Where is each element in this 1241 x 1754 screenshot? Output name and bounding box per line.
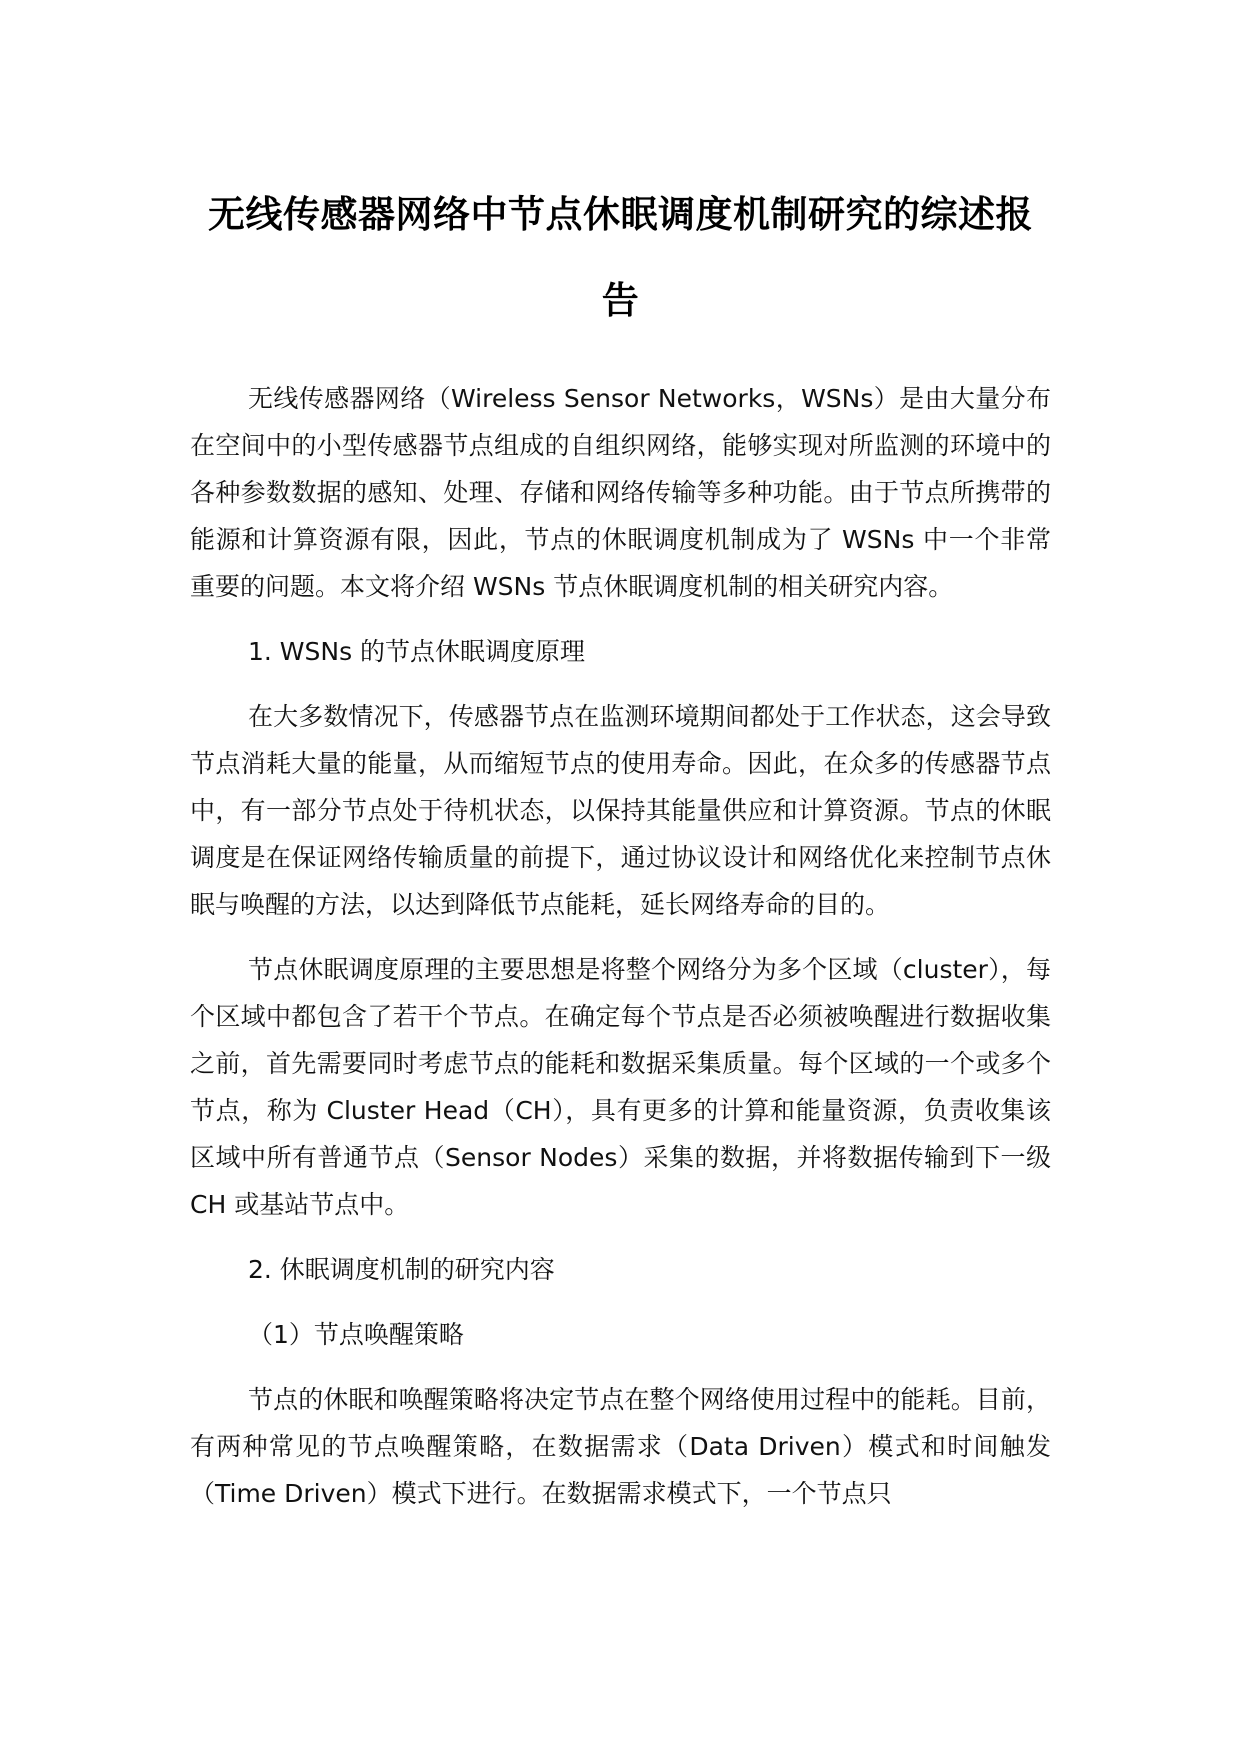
paragraph-principle-1: 在大多数情况下，传感器节点在监测环境期间都处于工作状态，这会导致节点消耗大量的能量，从而缩短节点的使用寿命。因此，在众多的传感器节点中，有一部分节点处于待机状态，以保持其能量供应和计算资源。节点的休眠调度是在保证网络传输质量的前提下，通过协议设计和网络优化来控制节点休眠与唤醒的方法，以达到降低节点能耗，延长网络寿命的目的。: [190, 702, 1051, 919]
paragraph-wakeup-strategy: 节点的休眠和唤醒策略将决定节点在整个网络使用过程中的能耗。目前，有两种常见的节点唤醒策略，在数据需求（Data Driven）模式和时间触发（Time Driven）模式下进行。在数据需求模式下，一个节点只: [190, 1385, 1051, 1508]
paragraph-intro: 无线传感器网络（Wireless Sensor Networks，WSNs）是由大量分布在空间中的小型传感器节点组成的自组织网络，能够实现对所监测的环境中的各种参数数据的感知、处理、存储和网络传输等多种功能。由于节点所携带的能源和计算资源有限，因此，节点的休眠调度机制成为了 WSNs 中一个非常重要的问题。本文将介绍 WSNs 节点休眠调度机制的相关研究内容。: [190, 384, 1051, 601]
document-body: [190, 375, 1051, 1535]
paragraph-principle-2: 节点休眠调度原理的主要思想是将整个网络分为多个区域（cluster），每个区域中都包含了若干个节点。在确定每个节点是否必须被唤醒进行数据收集之前，首先需要同时考虑节点的能耗和数据采集质量。每个区域的一个或多个节点，称为 Cluster Head（CH），具有更多的计算和能量资源，负责收集该区域中所有普通节点（Sensor Nodes）采集的数据，并将数据传输到下一级 CH 或基站节点中。: [190, 955, 1051, 1219]
section-heading-1: 1. WSNs 的节点休眠调度原理: [248, 637, 586, 666]
subsection-heading-1: （1）节点唤醒策略: [248, 1320, 464, 1349]
document-title: 无线传感器网络中节点休眠调度机制研究的综述报告: [208, 193, 1033, 322]
section-heading-2: 2. 休眠调度机制的研究内容: [248, 1255, 555, 1284]
